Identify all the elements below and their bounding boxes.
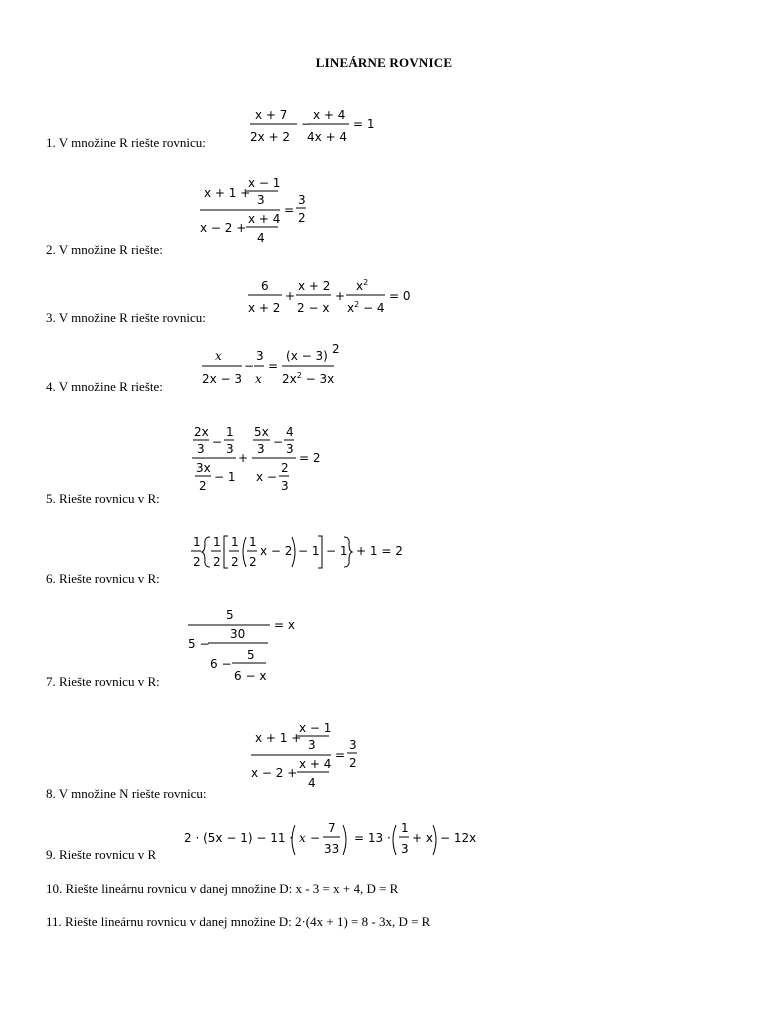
svg-text:= x: = x — [274, 618, 295, 632]
svg-text:+: + — [335, 289, 346, 303]
svg-text:5 −: 5 − — [188, 637, 210, 651]
problem-1-label: 1. V množine R riešte rovnicu: — [46, 135, 206, 150]
svg-text:+: + — [238, 451, 249, 465]
svg-text:−: − — [301, 117, 312, 131]
svg-text:2x2 − 3x: $2x^2 - 3x$ — [282, 371, 335, 386]
svg-text:1: 1 — [226, 425, 234, 439]
svg-text:1: 1 — [213, 535, 221, 549]
equation-5 — [188, 420, 338, 500]
svg-text:x − 1: x − 1 — [299, 721, 332, 735]
equation-6 — [188, 530, 408, 574]
svg-text:3: 3 — [308, 738, 316, 752]
svg-text:− 1: − 1 — [298, 544, 320, 558]
problem-8-label: 8. V množine N riešte rovnicu: — [46, 786, 207, 801]
svg-text:x2: $x^2$ — [356, 278, 369, 293]
svg-text:3: 3 — [257, 442, 265, 456]
svg-text:=: = — [284, 203, 295, 217]
svg-text:= 13 ·: = 13 · — [354, 831, 391, 845]
svg-text:x: x — [215, 349, 222, 363]
svg-text:3: 3 — [298, 193, 306, 207]
svg-text:= 2: = 2 — [299, 451, 321, 465]
svg-text:4: 4 — [257, 231, 265, 245]
equation-9 — [182, 818, 477, 862]
svg-text:3: 3 — [257, 193, 265, 207]
svg-text:2: 2 — [281, 461, 289, 475]
svg-text:2: 2 — [231, 555, 239, 569]
problem-9-label: 9. Riešte rovnicu v R — [46, 847, 157, 862]
svg-text:3: 3 — [281, 479, 289, 493]
svg-text:x2 − 4: $x^2 - 4$ — [347, 300, 385, 315]
svg-text:6 − x: 6 − x — [234, 669, 267, 683]
svg-text:− 1: − 1 — [214, 470, 236, 484]
svg-text:3: 3 — [197, 442, 205, 456]
svg-text:x − 1: x − 1 — [248, 176, 281, 190]
svg-text:30: 30 — [230, 627, 246, 641]
svg-text:+: + — [285, 289, 296, 303]
svg-text:2: 2 — [332, 342, 340, 356]
svg-text:2: 2 — [298, 211, 306, 225]
svg-text:5x: 5x — [254, 425, 269, 439]
equation-4 — [200, 343, 350, 389]
problem-5-label: 5. Riešte rovnicu v R: — [46, 491, 160, 506]
svg-text:2: 2 — [193, 555, 201, 569]
svg-text:− 1: − 1 — [326, 544, 348, 558]
svg-text:=: = — [335, 748, 346, 762]
svg-text:+ x: + x — [412, 831, 433, 845]
problem-6-label: 6. Riešte rovnicu v R: — [46, 571, 160, 586]
svg-text:6 −: 6 − — [210, 657, 232, 671]
svg-text:7: 7 — [328, 821, 336, 835]
svg-text:5: 5 — [247, 648, 255, 662]
svg-text:x: x — [255, 372, 262, 386]
equation-2 — [196, 170, 316, 248]
svg-text:3: 3 — [286, 442, 294, 456]
svg-text:2x: 2x — [194, 425, 209, 439]
svg-text:1: 1 — [231, 535, 239, 549]
svg-text:−: − — [310, 831, 321, 845]
svg-text:2: 2 — [349, 756, 357, 770]
equation-8 — [247, 715, 367, 793]
svg-text:2x − 3: 2x − 3 — [202, 372, 243, 386]
svg-text:3: 3 — [256, 349, 264, 363]
svg-text:x + 4: x + 4 — [313, 108, 346, 122]
svg-text:3: 3 — [401, 842, 409, 856]
svg-text:2: 2 — [213, 555, 221, 569]
svg-text:+ 1 = 2: + 1 = 2 — [356, 544, 403, 558]
svg-text:x −: x − — [256, 470, 277, 484]
svg-text:2 − x: 2 − x — [297, 301, 330, 315]
svg-text:= 0: = 0 — [389, 289, 411, 303]
svg-text:1: 1 — [401, 821, 409, 835]
equation-1 — [245, 104, 385, 146]
svg-text:−: − — [212, 435, 223, 449]
problem-3-label: 3. V množine R riešte rovnicu: — [46, 310, 206, 325]
svg-text:2 · (5x − 1) − 11 ·: 2 · (5x − 1) − 11 · — [184, 831, 294, 845]
page-title: LINEÁRNE ROVNICE — [315, 55, 453, 70]
svg-text:x + 1 +: x + 1 + — [255, 731, 302, 745]
svg-text:= 1: = 1 — [353, 117, 375, 131]
problem-11-label: 11. Riešte lineárnu rovnicu v danej množine D: 2·(4x + 1) = 8 - 3x, D = R — [46, 914, 431, 929]
svg-text:2: 2 — [249, 555, 257, 569]
svg-text:−: − — [244, 359, 255, 373]
svg-text:x + 7: x + 7 — [255, 108, 288, 122]
svg-text:4: 4 — [286, 425, 294, 439]
svg-text:5: 5 — [226, 608, 234, 622]
svg-text:3x: 3x — [196, 461, 211, 475]
svg-text:x − 2 +: x − 2 + — [251, 766, 298, 780]
svg-text:2: 2 — [199, 479, 207, 493]
svg-text:33: 33 — [324, 842, 340, 856]
problem-4-label: 4. V množine R riešte: — [46, 379, 163, 394]
svg-text:=: = — [268, 359, 279, 373]
svg-text:x − 2 +: x − 2 + — [200, 221, 247, 235]
svg-text:3: 3 — [349, 738, 357, 752]
svg-text:1: 1 — [193, 535, 201, 549]
equation-3 — [245, 276, 415, 318]
svg-text:x + 4: x + 4 — [248, 212, 281, 226]
equation-7 — [186, 604, 306, 690]
svg-text:x + 2: x + 2 — [248, 301, 281, 315]
svg-text:4x + 4: 4x + 4 — [307, 130, 348, 144]
svg-text:(x − 3): (x − 3) — [286, 349, 328, 363]
svg-text:− 12x: − 12x — [440, 831, 477, 845]
svg-text:x + 4: x + 4 — [299, 757, 332, 771]
svg-text:x − 2: x − 2 — [260, 544, 293, 558]
svg-text:−: − — [273, 435, 284, 449]
svg-text:6: 6 — [261, 279, 269, 293]
svg-text:x + 2: x + 2 — [298, 279, 331, 293]
svg-text:4: 4 — [308, 776, 316, 790]
problem-7-label: 7. Riešte rovnicu v R: — [46, 674, 160, 689]
svg-text:x: x — [299, 831, 306, 845]
problem-2-label: 2. V množine R riešte: — [46, 242, 163, 257]
problem-10-label: 10. Riešte lineárnu rovnicu v danej množine D: x - 3 = x + 4, D = R — [46, 881, 399, 896]
svg-text:3: 3 — [226, 442, 234, 456]
svg-text:x + 1 +: x + 1 + — [204, 186, 251, 200]
svg-text:1: 1 — [249, 535, 257, 549]
svg-text:2x + 2: 2x + 2 — [250, 130, 291, 144]
